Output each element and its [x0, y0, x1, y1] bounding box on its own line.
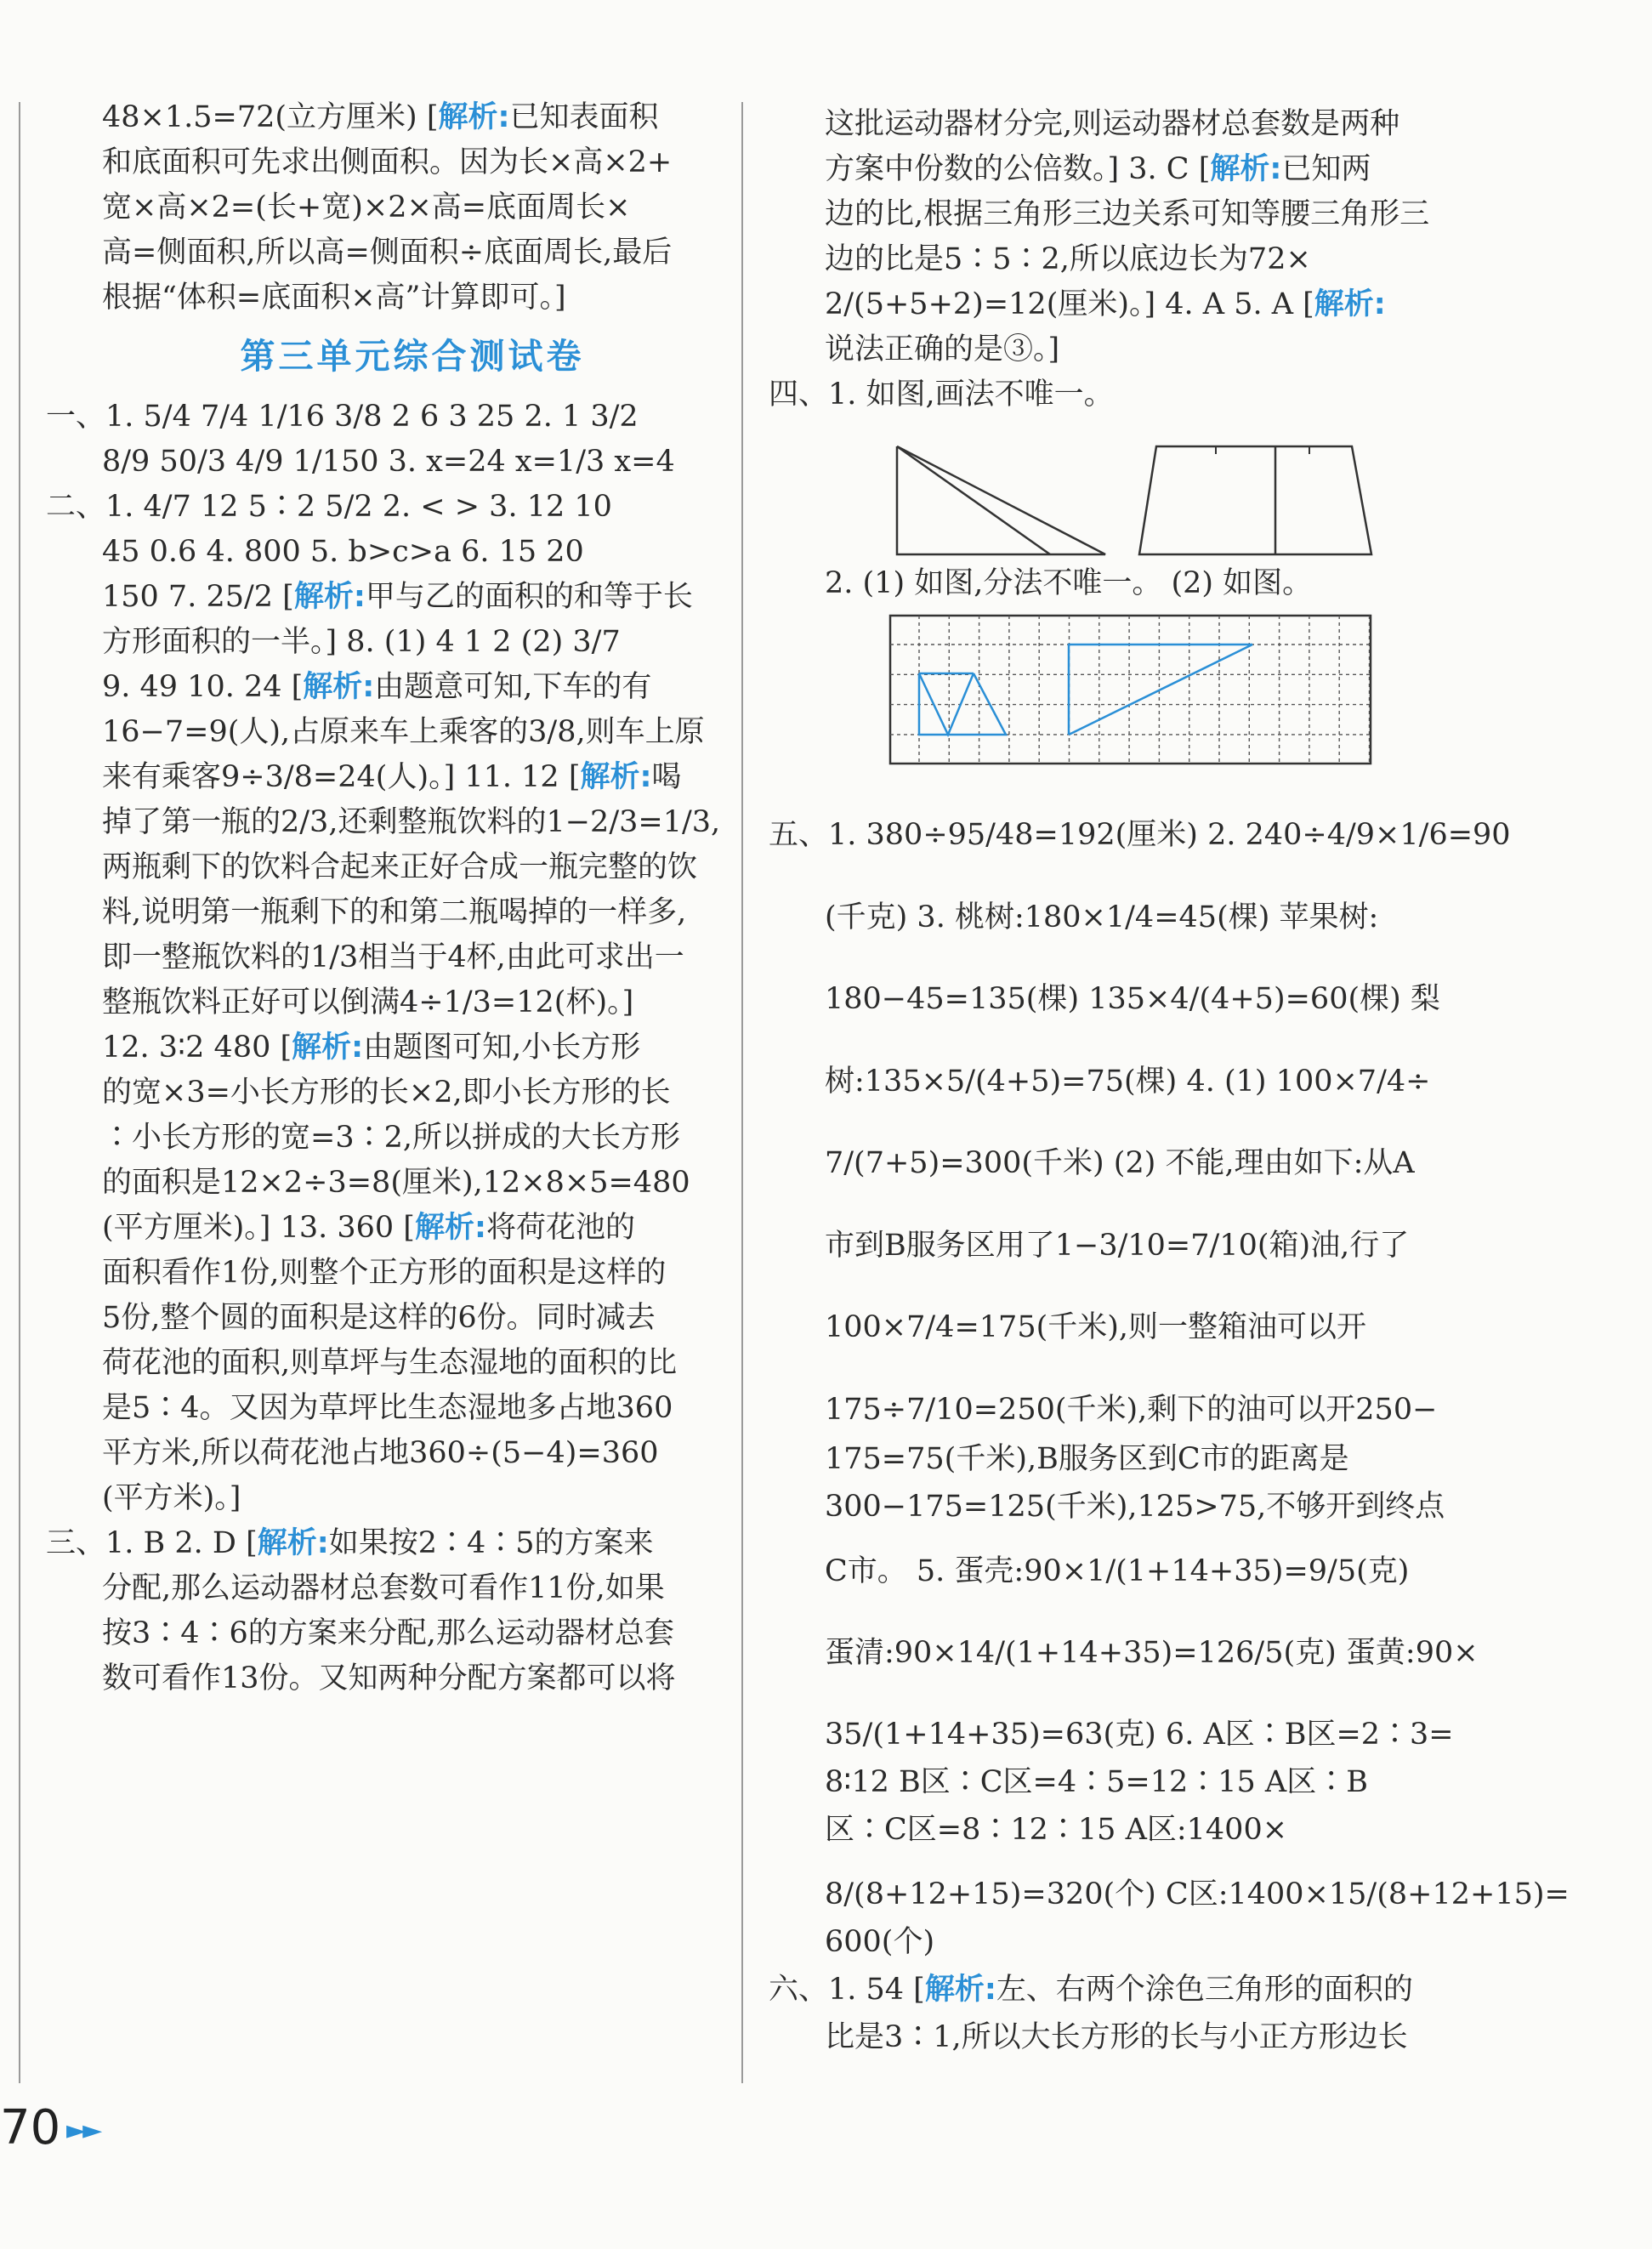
analysis-label: 解析:: [924, 1973, 996, 2007]
answer-line: 分配,那么运动器材总套数可看作11份,如果: [102, 1571, 665, 1605]
answer-line: 600(个): [825, 1925, 935, 1959]
answer-line: 数可看作13份。又知两种分配方案都可以将: [102, 1661, 676, 1695]
answer-line: 两瓶剩下的饮料合起来正好合成一瓶完整的饮: [102, 850, 698, 884]
answer-line: 45 0.6 4. 800 5. b>c>a 6. 15 20: [102, 535, 584, 569]
intro-line: 高=侧面积,所以高=侧面积÷底面周长,最后: [102, 236, 673, 270]
column-divider: [741, 102, 743, 2083]
figure-triangles: [893, 442, 1114, 561]
answer-line: 料,说明第一瓶剩下的和第二瓶喝掉的一样多,: [102, 895, 687, 929]
answer-line: 区∶C区=8∶12∶15 A区:1400×: [825, 1813, 1288, 1847]
answer-line: 方形面积的一半。] 8. (1) 4 1 2 (2) 3/7: [102, 625, 621, 659]
answer-line: 边的比是5∶5∶2,所以底边长为72×: [825, 242, 1311, 276]
answer-line: 这批运动器材分完,则运动器材总套数是两种: [825, 107, 1400, 141]
answer-line: 五、1. 380÷95/48=192(厘米) 2. 240÷4/9×1/6=90: [769, 818, 1511, 852]
right-column-mid: [825, 561, 1445, 606]
trapezoid-outline: [1139, 446, 1371, 554]
section-title: 第三单元综合测试卷: [240, 336, 585, 377]
answer-line: 150 7. 25/2 [解析:甲与乙的面积的和等于长: [102, 580, 693, 614]
page-number: 70: [0, 2100, 61, 2155]
answer-line: 荷花池的面积,则草坪与生态湿地的面积的比: [102, 1346, 678, 1380]
answer-line: 35/(1+14+35)=63(克) 6. A区∶B区=2∶3=: [825, 1718, 1454, 1752]
answer-line: 5份,整个圆的面积是这样的6份。同时减去: [102, 1301, 656, 1335]
answer-line: 来有乘客9÷3/8=24(人)。] 11. 12 [解析:喝: [102, 760, 682, 794]
analysis-label: 解析:: [293, 580, 366, 614]
grid-lines: [890, 616, 1371, 764]
answer-line: 9. 49 10. 24 [解析:由题意可知,下车的有: [102, 670, 652, 704]
answer-line: 市到B服务区用了1−3/10=7/10(箱)油,行了: [825, 1228, 1410, 1263]
answer-line: 掉了第一瓶的2/3,还剩整瓶饮料的1−2/3=1/3,: [102, 805, 721, 839]
answer-line: 一、1. 5/4 7/4 1/16 3/8 2 6 3 25 2. 1 3/2: [46, 400, 639, 434]
answer-line: 平方米,所以荷花池占地360÷(5−4)=360: [102, 1436, 659, 1470]
section-4-q1: 四、1. 如图,画法不唯一。: [769, 378, 1114, 412]
answer-line: 的面积是12×2÷3=8(厘米),12×8×5=480: [102, 1166, 690, 1200]
grid-shape-right: [1069, 645, 1252, 735]
answer-line: 整瓶饮料正好可以倒满4÷1/3=12(杯)。]: [102, 985, 634, 1019]
analysis-label: 解析:: [1314, 287, 1386, 321]
answer-line: 175=75(千米),B服务区到C市的距离是: [825, 1442, 1349, 1476]
page-arrows-icon: ►►: [66, 2116, 99, 2145]
answer-line: (平方厘米)。] 13. 360 [解析:将荷花池的: [102, 1211, 635, 1245]
analysis-label: 解析:: [1210, 152, 1282, 186]
left-column: [46, 95, 723, 1701]
answer-line: 即一整瓶饮料的1/3相当于4杯,由此可求出一: [102, 940, 684, 974]
analysis-label: 解析:: [414, 1211, 486, 1245]
answer-line: 方案中份数的公倍数。] 3. C [解析:已知两: [825, 152, 1371, 186]
right-column-bottom: [769, 1435, 1570, 2061]
left-margin-rule: [19, 102, 20, 2083]
answer-line: 8∶12 B区∶C区=4∶5=12∶15 A区∶B: [825, 1765, 1368, 1799]
answer-line: 按3∶4∶6的方案来分配,那么运动器材总套: [102, 1616, 674, 1650]
figure-trapezoid: [1135, 442, 1377, 561]
answer-line: 16−7=9(人),占原来车上乘客的3/8,则车上原: [102, 715, 705, 749]
answer-line: 二、1. 4/7 12 5∶2 5/2 2. < > 3. 12 10: [46, 490, 612, 524]
intro-line: 48×1.5=72(立方厘米) [解析:已知表面积: [102, 100, 659, 134]
answer-line: 300−175=125(千米),125>75,不够开到终点: [825, 1490, 1445, 1524]
answer-line: C市。 5. 蛋壳:90×1/(1+14+35)=9/5(克): [825, 1554, 1410, 1588]
answer-line: 蛋清:90×14/(1+14+35)=126/5(克) 蛋黄:90×: [825, 1636, 1479, 1670]
right-column: [769, 102, 1445, 417]
figure-grid: [888, 614, 1373, 767]
analysis-label: 解析:: [580, 760, 652, 794]
answer-line: 树:135×5/(4+5)=75(棵) 4. (1) 100×7/4÷: [825, 1064, 1431, 1099]
answer-line: 的宽×3=小长方形的长×2,即小长方形的长: [102, 1076, 671, 1110]
section-4-q2: 2. (1) 如图,分法不唯一。 (2) 如图。: [825, 566, 1313, 600]
grid-border: [890, 616, 1371, 764]
answer-line: 六、1. 54 [解析:左、右两个涂色三角形的面积的: [769, 1973, 1413, 2007]
answer-line: 7/(7+5)=300(千米) (2) 不能,理由如下:从A: [825, 1146, 1415, 1180]
answer-line: 180−45=135(棵) 135×4/(4+5)=60(棵) 梨: [825, 982, 1440, 1016]
intro-line: 根据“体积=底面积×高”计算即可。]: [102, 281, 566, 315]
answer-line: 8/(8+12+15)=320(个) C区:1400×15/(8+12+15)=: [825, 1877, 1570, 1911]
answer-line: 三、1. B 2. D [解析:如果按2∶4∶5的方案来: [46, 1526, 654, 1560]
right-column-lower: [769, 794, 1511, 1451]
answer-line: 100×7/4=175(千米),则一整箱油可以开: [825, 1310, 1367, 1344]
intro-line: 和底面积可先求出侧面积。因为长×高×2+: [102, 145, 673, 179]
intro-line: 宽×高×2=(长+宽)×2×高=底面周长×: [102, 190, 631, 224]
analysis-label: 解析:: [257, 1526, 329, 1560]
analysis-label: 解析:: [292, 1031, 364, 1065]
answer-line: 是5∶4。又因为草坪比生态湿地多占地360: [102, 1391, 673, 1425]
answer-line: ∶小长方形的宽=3∶2,所以拼成的大长方形: [102, 1121, 680, 1155]
answer-line: 边的比,根据三角形三边关系可知等腰三角形三: [825, 197, 1430, 231]
answer-line: 12. 3∶2 480 [解析:由题图可知,小长方形: [102, 1031, 641, 1065]
answer-line: 面积看作1份,则整个正方形的面积是这样的: [102, 1256, 667, 1290]
answer-line: 比是3∶1,所以大长方形的长与小正方形边长: [825, 2020, 1408, 2054]
answer-line: 8/9 50/3 4/9 1/150 3. x=24 x=1/3 x=4: [102, 445, 675, 479]
answer-line: 2/(5+5+2)=12(厘米)。] 4. A 5. A [解析:: [825, 287, 1386, 321]
analysis-label: 解析:: [438, 100, 510, 134]
answer-line: (千克) 3. 桃树:180×1/4=45(棵) 苹果树:: [825, 900, 1379, 934]
answer-line: (平方米)。]: [102, 1481, 241, 1515]
triangle-outline: [897, 446, 1105, 554]
answer-line: 175÷7/10=250(千米),剩下的油可以开250−: [825, 1392, 1438, 1427]
analysis-label: 解析:: [303, 670, 375, 704]
triangle-divider: [897, 446, 1050, 554]
answer-line: 说法正确的是③。]: [825, 332, 1060, 366]
